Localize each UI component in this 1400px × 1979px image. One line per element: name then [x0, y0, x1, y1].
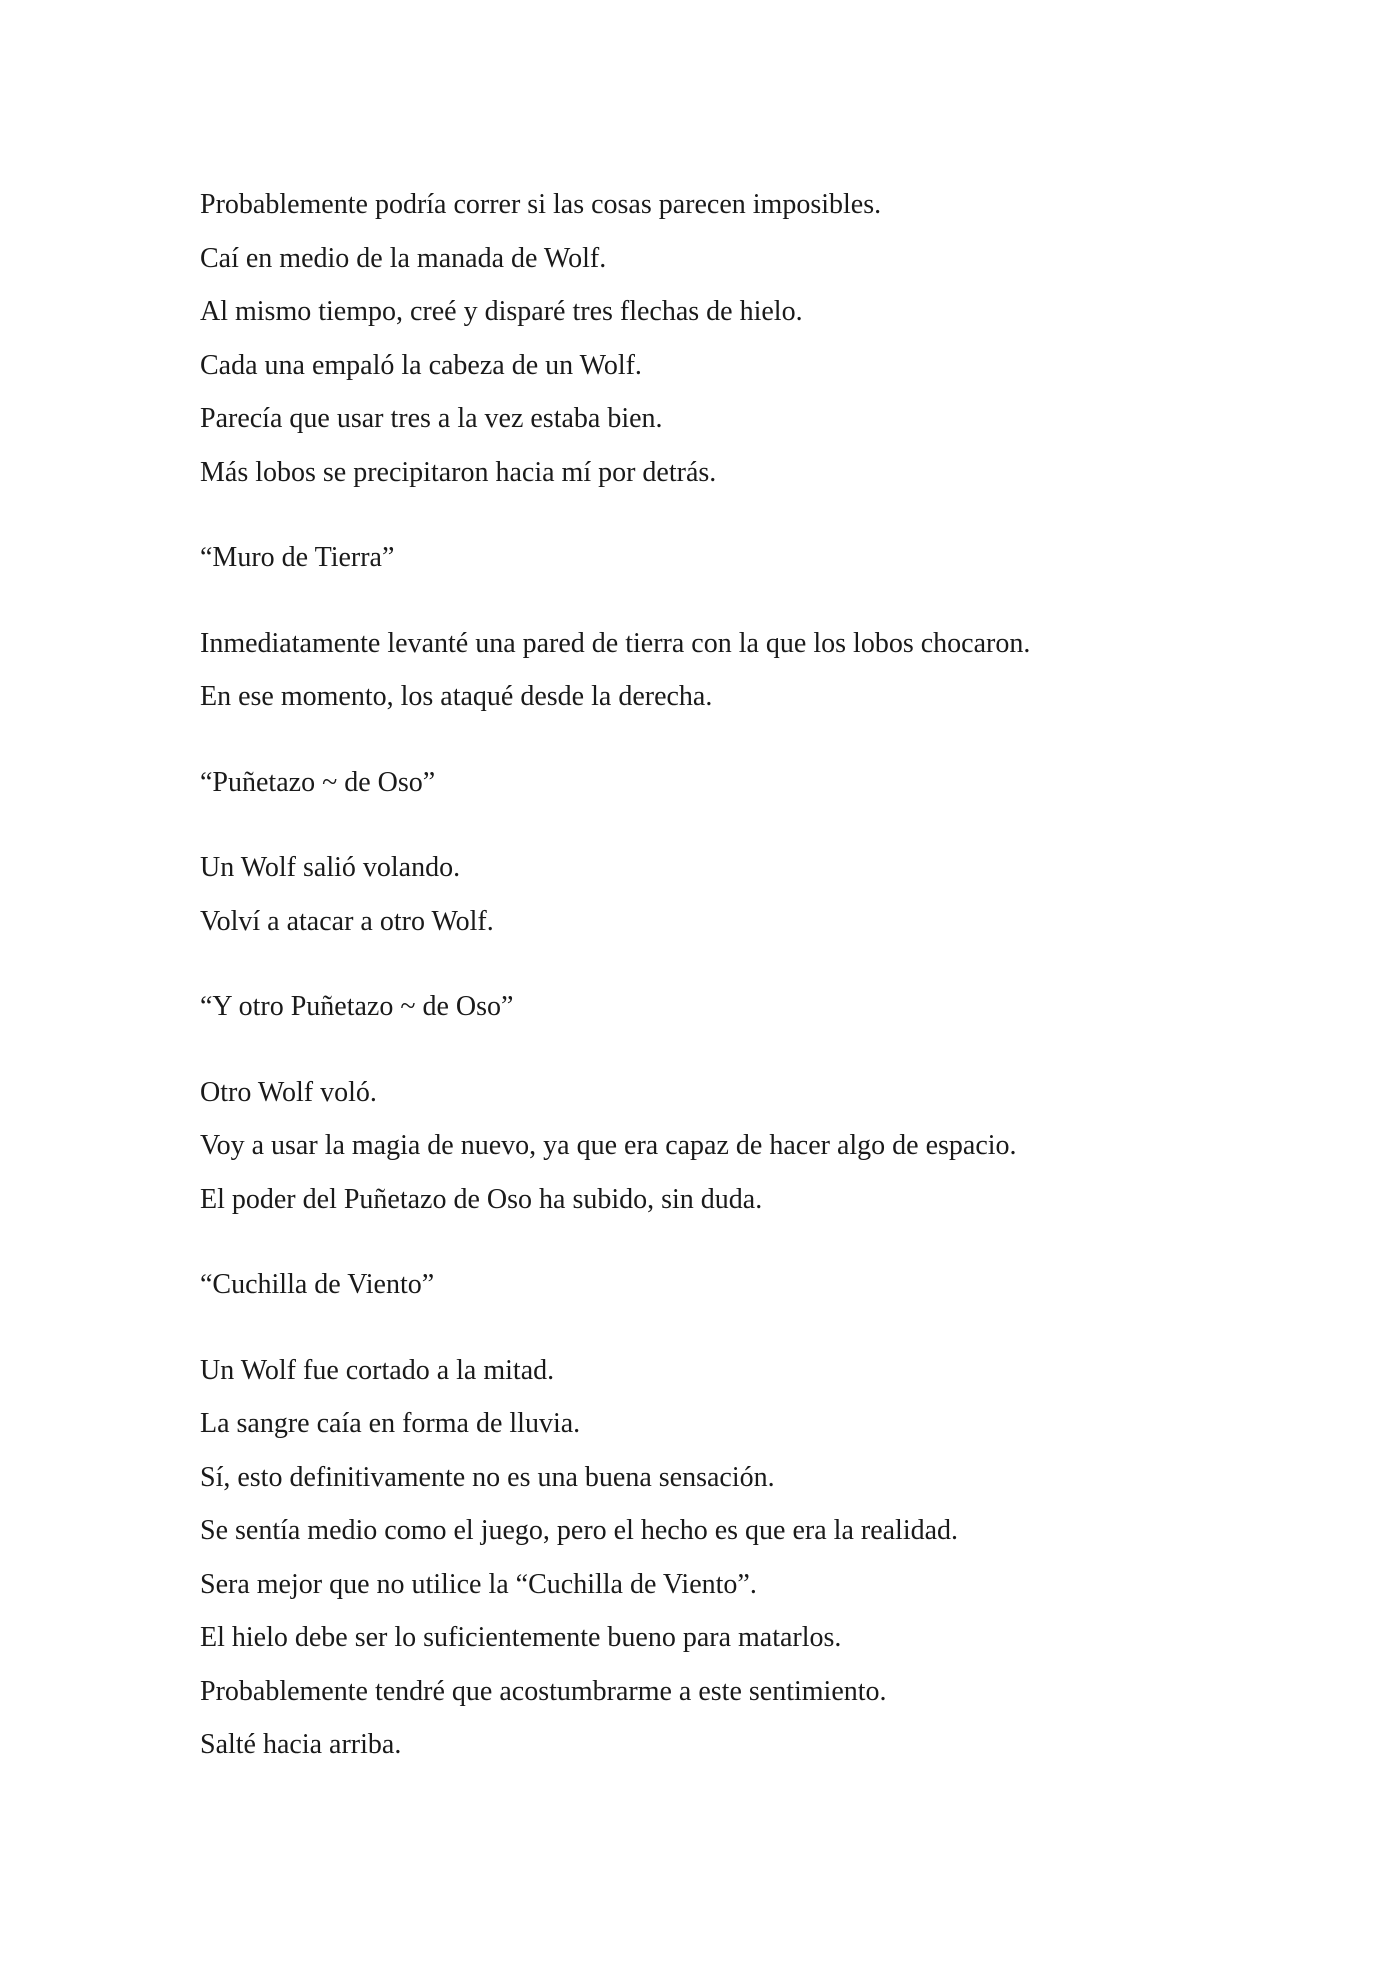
text-line: Más lobos se precipitaron hacia mí por detrás.: [200, 456, 717, 488]
spell-callout: [200, 1258, 1220, 1312]
paragraph: [200, 1344, 1220, 1772]
text-line: Parecía que usar tres a la vez estaba bien.: [200, 403, 663, 434]
text-line: Otro Wolf voló.: [200, 1076, 377, 1108]
text-line: La sangre caía en forma de lluvia.: [200, 1408, 581, 1439]
text-line: Cada una empaló la cabeza de un Wolf.: [200, 349, 642, 381]
text-line: Inmediatamente levanté una pared de tierra con la que los lobos chocaron.: [200, 627, 1031, 659]
text-line: Al mismo tiempo, creé y disparé tres flechas de hielo.: [200, 296, 803, 327]
spell-callout: [200, 756, 1220, 810]
text-line: Volví a atacar a otro Wolf.: [200, 905, 494, 937]
text-line: Sí, esto definitivamente no es una buena sensación.: [200, 1461, 775, 1493]
spell-callout: [200, 980, 1220, 1034]
document-text: [200, 178, 1220, 1804]
text-line: “Muro de Tierra”: [200, 542, 395, 573]
text-line: Probablemente tendré que acostumbrarme a este sentimiento.: [200, 1675, 887, 1707]
text-line: El hielo debe ser lo suficientemente bueno para matarlos.: [200, 1622, 842, 1653]
text-line: Sera mejor que no utilice la “Cuchilla de Viento”.: [200, 1568, 757, 1600]
paragraph: [200, 617, 1220, 724]
spell-callout: [200, 531, 1220, 585]
text-line: Voy a usar la magia de nuevo, ya que era capaz de hacer algo de espacio.: [200, 1130, 1017, 1161]
text-line: Probablemente podría correr si las cosas parecen imposibles.: [200, 189, 882, 220]
paragraph: [200, 178, 1220, 499]
text-line: Salté hacia arriba.: [200, 1729, 402, 1760]
paragraph: [200, 1066, 1220, 1227]
text-line: Se sentía medio como el juego, pero el hecho es que era la realidad.: [200, 1515, 959, 1546]
paragraph: [200, 841, 1220, 948]
text-line: Caí en medio de la manada de Wolf.: [200, 242, 607, 274]
text-line: “Puñetazo ~ de Oso”: [200, 766, 436, 798]
text-line: En ese momento, los ataqué desde la derecha.: [200, 681, 713, 712]
text-line: Un Wolf fue cortado a la mitad.: [200, 1354, 555, 1386]
text-line: “Cuchilla de Viento”: [200, 1269, 435, 1300]
text-line: “Y otro Puñetazo ~ de Oso”: [200, 991, 514, 1022]
text-line: Un Wolf salió volando.: [200, 852, 461, 883]
text-line: El poder del Puñetazo de Oso ha subido, sin duda.: [200, 1183, 763, 1215]
